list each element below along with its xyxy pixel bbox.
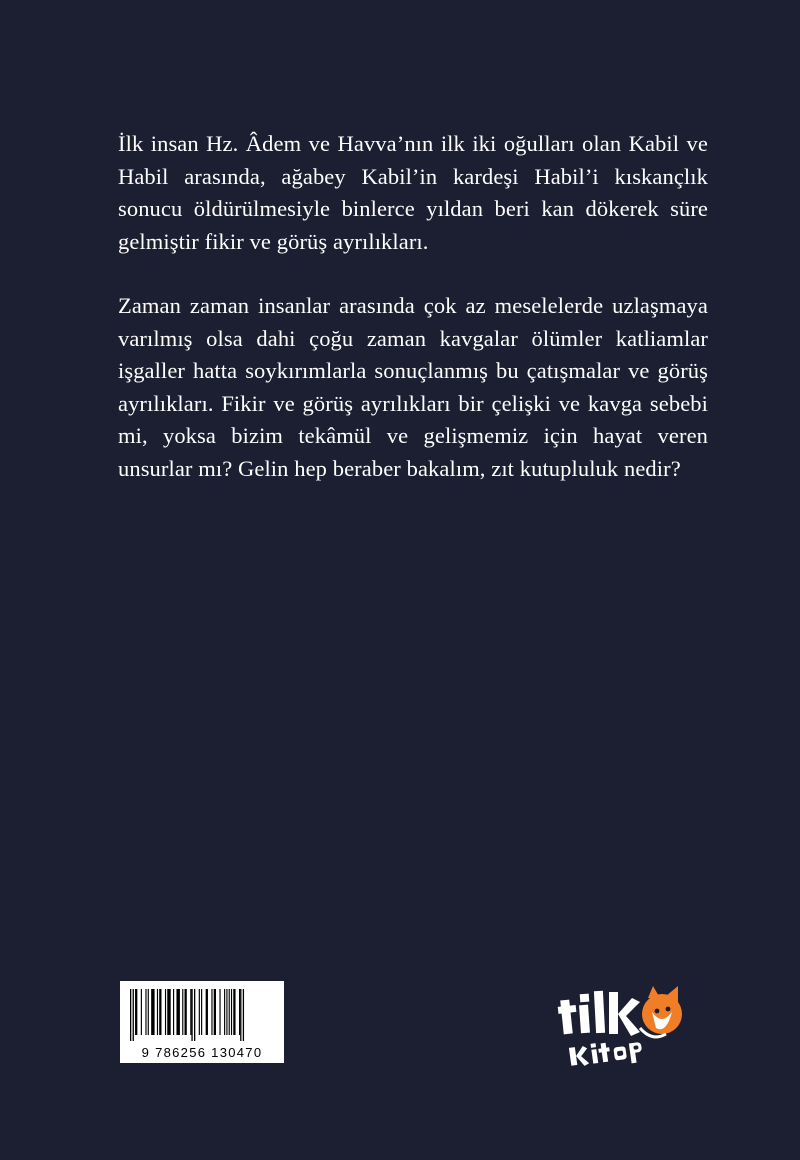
back-cover-blurb [118, 128, 708, 517]
publisher-logo [556, 982, 692, 1066]
blurb-paragraph-1: İlk insan Hz. Âdem ve Havva’nın ilk iki oğulları olan Kabil ve Habil arasında, ağabey Kabil’in kardeşi Habil’i kıskançlık sonucu öldürülmesiyle binlerce yıldan beri kan dökerek süre gelmiştir fikir ve görüş ayrılıkları. [118, 131, 708, 254]
fox-icon [640, 986, 682, 1037]
isbn-barcode [120, 981, 284, 1063]
blurb-paragraph-2: Zaman zaman insanlar arasında çok az meselelerde uzlaşmaya varılmış olsa dahi çoğu zaman kavgalar ölümler katliamlar işgaller hatta soykırımlarla sonuçlanmış bu çatışmalar ve görüş ayrılıkları. Fikir ve görüş ayrılıkları bir çelişki ve kavga sebebi mi, yoksa bizim tekâmül ve gelişmemiz için hayat veren unsurlar mı? Gelin hep beraber bakalım, zıt kutupluluk nedir? [118, 293, 708, 481]
barcode-bars [128, 989, 276, 1041]
isbn-number: 9 786256 130470 [141, 1045, 263, 1060]
